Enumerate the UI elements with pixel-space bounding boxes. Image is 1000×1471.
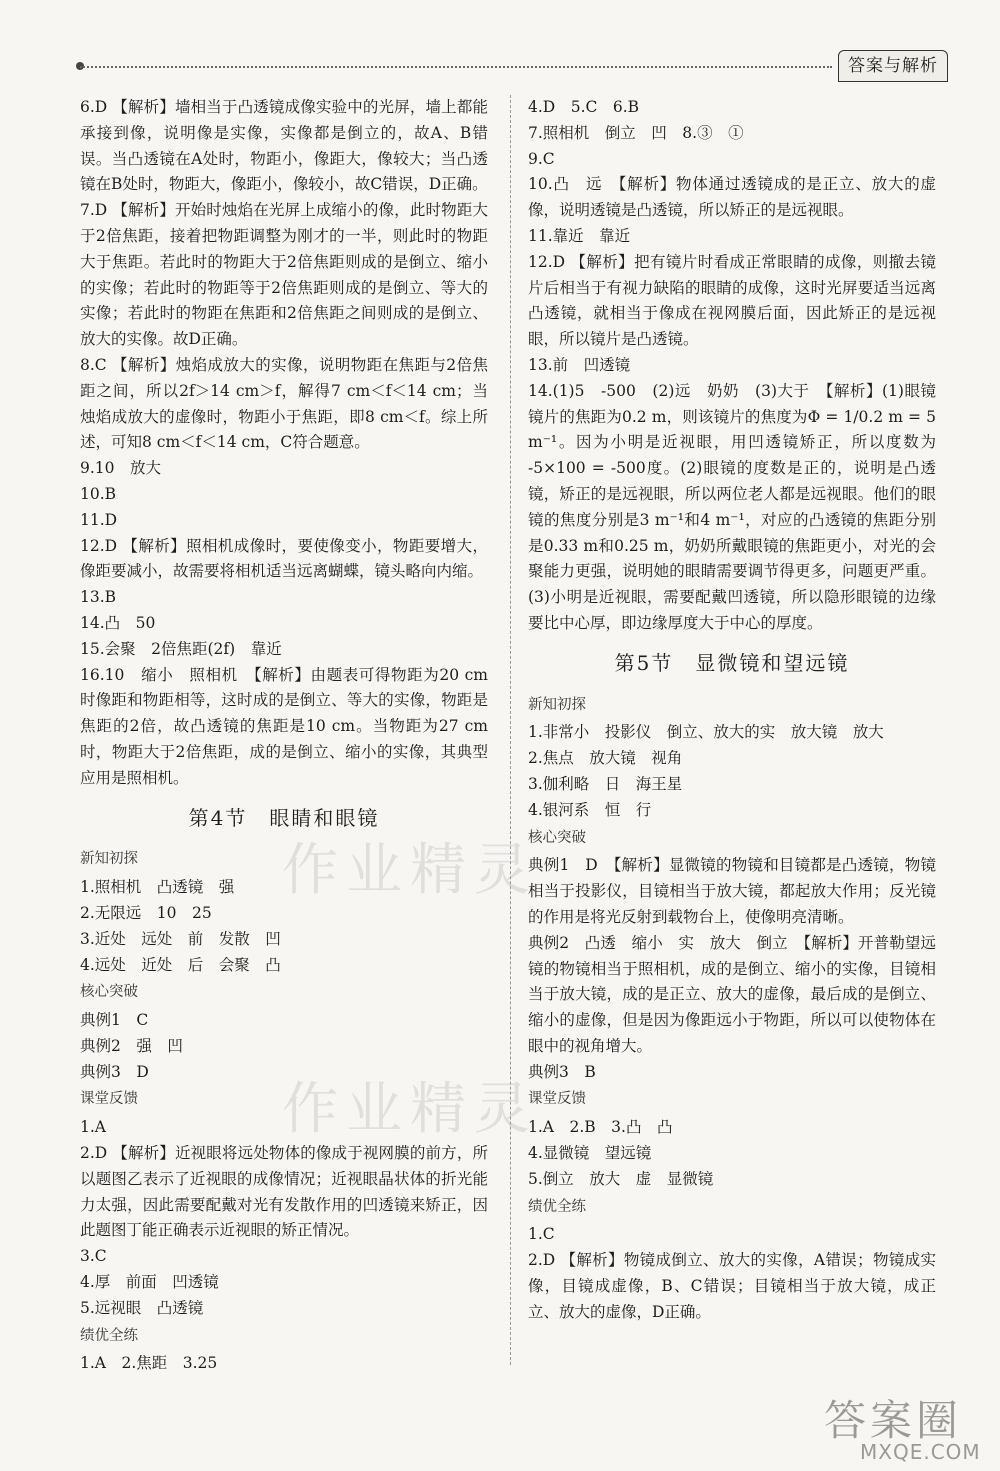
answer-item: 1.照相机 凸透镜 强 xyxy=(80,878,235,897)
answer-item: 13.前 凹透镜 xyxy=(528,355,631,374)
answer-item: 10.凸 远 【解析】物体通过透镜成的是正立、放大的虚像，说明透镜是凸透镜，所以矫正的是远视眼。 xyxy=(528,175,936,220)
answer-item: 5.倒立 放大 虚 显微镜 xyxy=(528,1169,714,1188)
site-url: MXQE.COM xyxy=(860,1440,981,1464)
answer-item: 15.会聚 2倍焦距(2f) 靠近 xyxy=(80,639,282,658)
answer-item: 4.显微镜 望远镜 xyxy=(528,1144,652,1163)
site-logo: 答案圈 xyxy=(824,1396,963,1445)
answer-item: 典例3 D xyxy=(80,1062,149,1081)
answer-item: 14.凸 50 xyxy=(80,613,156,632)
answer-item: 4.远处 近处 后 会聚 凸 xyxy=(80,955,281,974)
answer-item: 12.D 【解析】把有镜片时看成正常眼睛的成像，则撤去镜片后相当于有视力缺陷的眼睛的成像，这时光屏要适当远离凸透镜，就相当于像成在视网膜后面，因此矫正的是远视眼，所以镜片是凸透镜。 xyxy=(528,252,936,349)
answer-item: 11.靠近 靠近 xyxy=(528,226,631,245)
answer-item: 1.A 2.焦距 3.25 xyxy=(80,1354,218,1373)
answer-item: 典例1 C xyxy=(80,1011,149,1030)
header-rule xyxy=(80,66,832,68)
answer-item: 9.C xyxy=(528,149,555,168)
answer-item: 典例2 凸透 缩小 实 放大 倒立 【解析】开普勒望远镜的物镜相当于照相机，成的是倒立、缩小的实像，目镜相当于放大镜，成的是正立、放大的虚像，最后成的是倒立、缩小的虚像，但是因为像距远小于物距，所以可以使物体在眼中的视角增大。 xyxy=(528,933,936,1055)
answer-item: 16.10 缩小 照相机 【解析】由题表可得物距为20 cm时像距和物距相等，这时成的是倒立、等大的实像，物距是焦距的2倍，故凸透镜的焦距是10 cm。当物距为27 cm时，物距大于2倍焦距，成的是倒立、缩小的实像，其典型应用是照相机。 xyxy=(80,665,488,787)
answer-item: 3.伽利略 日 海王星 xyxy=(528,774,683,793)
answer-item: 12.D 【解析】照相机成像时，要使像变小，物距要增大，像距要减小，故需要将相机适当远离蝴蝶，镜头略向内缩。 xyxy=(80,536,488,581)
answer-item: 1.非常小 投影仪 倒立、放大的实 放大镜 放大 xyxy=(528,723,884,742)
subheading: 新知初探 xyxy=(80,851,138,868)
left-column xyxy=(80,95,488,1377)
answer-item: 3.C xyxy=(80,1247,107,1266)
subheading: 新知初探 xyxy=(528,696,586,713)
answer-item: 1.A 2.B 3.凸 凸 xyxy=(528,1118,673,1137)
answer-item: 典例1 D 【解析】显微镜的物镜和目镜都是凸透镜，物镜相当于投影仪，目镜相当于放大镜，都起放大作用；反光镜的作用是将光反射到载物台上，使像明亮清晰。 xyxy=(528,856,936,926)
answer-item: 2.D 【解析】近视眼将远处物体的像成于视网膜的前方，所以题图乙表示了近视眼的成像情况；近视眼晶状体的折光能力太强，因此需要配戴对光有发散作用的凹透镜来矫正，因此题图丁能正确表示近视眼的矫正情况。 xyxy=(80,1144,488,1240)
answer-item: 7.D 【解析】开始时烛焰在光屏上成缩小的像，此时物距大于2倍焦距，接着把物距调整为刚才的一半，则此时的物距大于焦距。若此时的物距大于2倍焦距则成的是倒立、缩小的实像；若此时的物距等于2倍焦距则成的是倒立、等大的实像；若此时的物距在焦距和2倍焦距之间则成的是倒立、放大的实像。故D正确。 xyxy=(80,201,488,349)
answer-item: 4.厚 前面 凹透镜 xyxy=(80,1273,219,1292)
subheading: 课堂反馈 xyxy=(528,1091,586,1108)
subheading: 核心突破 xyxy=(528,829,586,846)
answer-item: 8.C 【解析】烛焰成放大的实像，说明物距在焦距与2倍焦距之间，所以2f＞14 cm＞f，解得7 cm＜f＜14 cm；当烛焰成放大的虚像时，物距小于焦距，即8 cm＜f。综上所述，可知8 cm＜f＜14 cm，C符合题意。 xyxy=(80,355,488,452)
answer-item: 典例2 强 凹 xyxy=(80,1036,183,1055)
answer-item: 13.B xyxy=(80,588,117,607)
answer-item: 2.焦点 放大镜 视角 xyxy=(528,749,683,768)
answer-item: 11.D xyxy=(80,510,118,529)
subheading: 核心突破 xyxy=(80,984,138,1001)
answer-item: 2.无限远 10 25 xyxy=(80,903,212,922)
watermark: 作业精灵 xyxy=(282,1077,538,1142)
answer-item: 14.(1)5 -500 (2)远 奶奶 (3)大于 【解析】(1)眼镜镜片的焦距为0.2 m，则该镜片的焦度为Φ = 1/0.2 m = 5 m⁻¹。因为小明是近视眼，用凹透镜矫正，所以度数为 -5×100 = -500度。(2)眼镜的度数是正的，说明是凸透镜，矫正的是远视眼，所以两位老人都是远视眼。他们的眼镜的焦度分别是3 m⁻¹和4 m⁻¹，对应的凸透镜的焦距分别是0.33 m和0.25 m，奶奶所戴眼镜的焦距更小，对光的会聚能力更强，说明她的眼睛需要调节得更多，问题更严重。(3)小明是近视眼，需要配戴凹透镜，所以隐形眼镜的边缘要比中心厚，即边缘厚度大于中心的厚度。 xyxy=(528,381,936,632)
answer-item: 1.C xyxy=(528,1225,555,1244)
answer-item: 典例3 B xyxy=(528,1062,596,1081)
answer-item: 2.D 【解析】物镜成倒立、放大的实像，A错误；物镜成实像，目镜成虚像，B、C错误；目镜相当于放大镜，成正立、放大的虚像，D正确。 xyxy=(528,1251,936,1321)
answer-item: 5.远视眼 凸透镜 xyxy=(80,1298,204,1317)
subheading: 绩优全练 xyxy=(80,1327,138,1344)
watermark: 作业精灵 xyxy=(282,838,538,903)
header-tag: 答案与解析 xyxy=(838,50,948,82)
answer-item: 3.近处 远处 前 发散 凹 xyxy=(80,929,281,948)
answer-item: 1.A xyxy=(80,1118,106,1137)
section-title: 第4节 眼睛和眼镜 xyxy=(188,805,380,830)
section-title: 第5节 显微镜和望远镜 xyxy=(614,650,850,675)
answer-item: 4.D 5.C 6.B xyxy=(528,98,640,116)
subheading: 绩优全练 xyxy=(528,1198,586,1215)
right-column xyxy=(528,95,936,1326)
answer-item: 6.D 【解析】墙相当于凸透镜成像实验中的光屏，墙上都能承接到像，说明像是实像，实像都是倒立的，故A、B错误。当凸透镜在A处时，物距小，像距大，像较大；当凸透镜在B处时，物距大，像距小，像较小，故C错误，D正确。 xyxy=(80,98,488,194)
answer-item: 10.B xyxy=(80,484,117,503)
answer-item: 9.10 放大 xyxy=(80,459,162,478)
column-divider xyxy=(510,95,511,1365)
answer-item: 4.银河系 恒 行 xyxy=(528,800,652,819)
answer-item: 7.照相机 倒立 凹 8.③ ① xyxy=(528,123,744,142)
subheading: 课堂反馈 xyxy=(80,1091,138,1108)
